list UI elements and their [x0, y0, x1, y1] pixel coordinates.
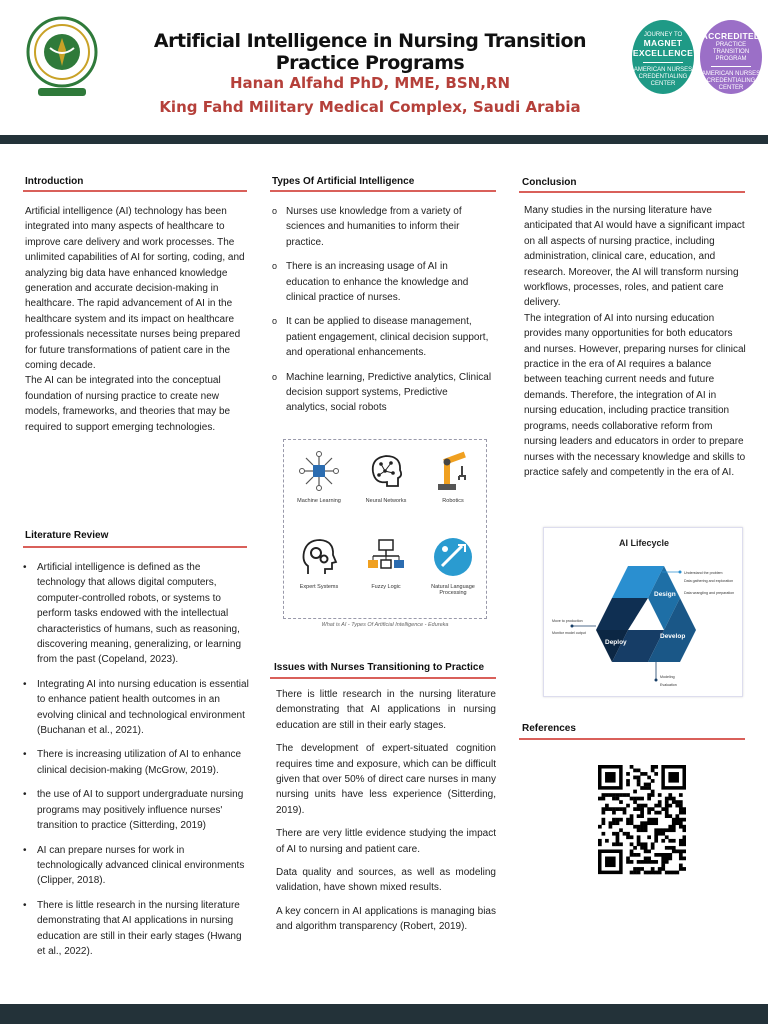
badge-top-text: ACCREDITED [701, 31, 761, 41]
brain-icon [365, 450, 407, 492]
badge-top-text: JOURNEY TO [643, 32, 683, 38]
fuzzy-logic-icon [365, 536, 407, 578]
lifecycle-note: Understand the problem [684, 571, 723, 575]
issues-paragraph: A key concern in AI applications is managing bias and algorithm transparency (Robert, 2019). [276, 905, 496, 933]
types-heading: Types Of Artificial Intelligence [272, 176, 415, 187]
nlp-icon [432, 536, 474, 578]
lifecycle-title: AI Lifecycle [618, 538, 670, 548]
issues-text [276, 687, 496, 943]
list-item: • the use of AI to support undergraduate nursing programs may positively influence nurses' transition to practice (Sitterding, 2019) [23, 787, 249, 833]
machine-learning-icon [298, 450, 340, 492]
introduction-heading: Introduction [25, 176, 84, 187]
head-gears-icon [298, 536, 340, 578]
conclusion-heading: Conclusion [522, 177, 577, 188]
issues-paragraph: There is little research in the nursing literature demonstrating that AI applications in nursing education are still in their early stages. [276, 689, 496, 731]
badge-sub-text: AMERICAN NURSES CREDENTIALING CENTER [701, 71, 761, 92]
literature-list-container [23, 560, 249, 968]
lifecycle-note: Evaluation [660, 683, 677, 687]
deploy-segment [596, 598, 648, 630]
lifecycle-note: Move to production [552, 619, 583, 623]
issues-paragraph: There are very little evidence studying the impact of AI to nursing and patient care. [276, 828, 496, 855]
types-list-container [272, 204, 492, 425]
issues-paragraph: Data quality and sources, as well as modeling validation, have shown mixed results. [276, 867, 496, 894]
section-rule [270, 677, 496, 679]
figure-label: Machine Learning [297, 498, 341, 504]
list-item: • There is little research in the nursing literature demonstrating that AI applications in nursing education are still in their early stages (Hwang et al., 2022). [23, 898, 249, 960]
section-rule [519, 738, 745, 740]
introduction-text [25, 204, 249, 435]
qr-code[interactable] [598, 765, 686, 875]
lifecycle-note: Monitor model output [552, 631, 586, 635]
badge-main-text: PRACTICE TRANSITION PROGRAM [712, 41, 750, 62]
conclusion-paragraph-2: The integration of AI into nursing education provides many opportunities for both educators and nurses. However, preparing nurses for clinical practice in the era of AI requires a balance between teaching current needs and future demands. Therefore, the integration of AI in nursing education, including practice transition programs, needs collaborative reform from nursing leaders and educators in order to prepare nurses with the necessary knowledge and skills to practice safely and competently in the era of AI. [524, 312, 746, 478]
section-rule [270, 190, 496, 192]
introduction-paragraph-1: Artificial intelligence (AI) technology has been integrated into many aspects of healthcare to improve care delivery and work processes. The unlimited capabilities of AI for sorting, coding, and analyzing big data have enhanced knowledge generation and accurate decision-making in healthcare. The rapid advancement of AI in the healthcare system and its impact on healthcare professionals necessitate nurses being prepared for future transformations of patient care in the coming decade. [25, 206, 245, 372]
accredited-badge [700, 20, 762, 94]
lifecycle-note: Data wrangling and preparation [684, 591, 735, 595]
robot-arm-icon [432, 450, 474, 492]
literature-list [23, 560, 249, 959]
ai-types-figure [283, 439, 487, 619]
header-divider-bar [0, 135, 768, 144]
hospital-logo [20, 12, 104, 102]
figure-label: Neural Networks [365, 498, 407, 504]
figure-label: Natural Language Processing [431, 584, 475, 596]
issues-paragraph: The development of expert-situated cognition requires time and exposure, which can be difficult given that over 50% of direct care nurses in many nursing units have less experience (Sitterding, 2019). [276, 743, 496, 816]
badge-main-text: MAGNET [643, 37, 683, 48]
section-rule [519, 191, 745, 193]
list-item: o It can be applied to disease management, patient engagement, clinical decision support, and operational enhancements. [272, 314, 492, 360]
lifecycle-note: Modeling [660, 675, 675, 679]
figure-label: Expert Systems [299, 584, 339, 590]
badge-main-text-2: EXCELLENCE [632, 47, 694, 58]
machine-learning-tile [286, 450, 352, 504]
list-item: • Integrating AI into nursing education is essential to enhance patient health outcomes in an evolving clinical and technological environment (Buchanan et al., 2021). [23, 677, 249, 739]
poster-title: Artificial Intelligence in Nursing Transition Practice Programs [153, 30, 587, 74]
list-item: o Machine learning, Predictive analytics, Clinical decision support systems, Predictive analytics, social robots [272, 370, 492, 416]
ai-lifecycle-figure [543, 527, 743, 697]
section-rule [23, 190, 247, 192]
figure-caption: What is AI - Types Of Artificial Intelligence - Edureka [321, 622, 449, 628]
list-item: • There is increasing utilization of AI to enhance clinical decision-making (McGrow, 2019). [23, 747, 249, 778]
figure-label: Fuzzy Logic [371, 584, 401, 590]
stage-label: Develop [660, 633, 686, 640]
nlp-tile [420, 536, 486, 596]
expert-systems-tile [286, 536, 352, 590]
badge-sub-text: AMERICAN NURSES CREDENTIALING CENTER [633, 67, 693, 88]
conclusion-paragraph-1: Many studies in the nursing literature have anticipated that AI would have a significant impact on all aspects of nursing practice, including administration, clinical care, education, and research. Moreover, the AI will transform nursing workflows, processes, roles, and patient care delivery. [524, 205, 745, 309]
literature-heading: Literature Review [25, 530, 109, 541]
list-item: o There is an increasing usage of AI in education to enhance the knowledge and clinical practice of nurses. [272, 259, 492, 305]
lifecycle-note: Data gathering and exploration [684, 579, 734, 583]
affiliation: King Fahd Military Medical Complex, Saudi Arabia [159, 98, 581, 116]
list-item: • AI can prepare nurses for work in technologically advanced clinical environments (Clipper, 2018). [23, 843, 249, 889]
footer-bar [0, 1004, 768, 1024]
fuzzy-logic-tile [353, 536, 419, 590]
list-item: • Artificial intelligence is defined as the technology that allows digital computers, computer-controlled robots, or systems to perform tasks endowed with the intellectual characteristics of humans, such as reasoning, discovering meaning, generalizing, or learning from the past (Copeland, 2023). [23, 560, 249, 668]
references-heading: References [522, 723, 576, 734]
neural-networks-tile [353, 450, 419, 504]
stage-label: Design [654, 591, 676, 598]
author-name: Hanan Alfahd PhD, MME, BSN,RN [229, 74, 511, 92]
issues-heading: Issues with Nurses Transitioning to Practice [274, 662, 485, 673]
conclusion-text [524, 203, 746, 480]
poster-header [0, 0, 768, 135]
section-rule [23, 546, 247, 548]
introduction-paragraph-2: The AI can be integrated into the conceptual foundation of nursing practice to create new models, frameworks, and theories that may be required to support emerging technologies. [25, 375, 231, 433]
lifecycle-diagram [544, 528, 744, 698]
types-list [272, 204, 492, 416]
magnet-badge [632, 20, 694, 94]
robotics-tile [420, 450, 486, 504]
figure-label: Robotics [442, 498, 464, 504]
list-item: o Nurses use knowledge from a variety of sciences and humanities to inform their practice. [272, 204, 492, 250]
stage-label: Deploy [605, 639, 627, 646]
